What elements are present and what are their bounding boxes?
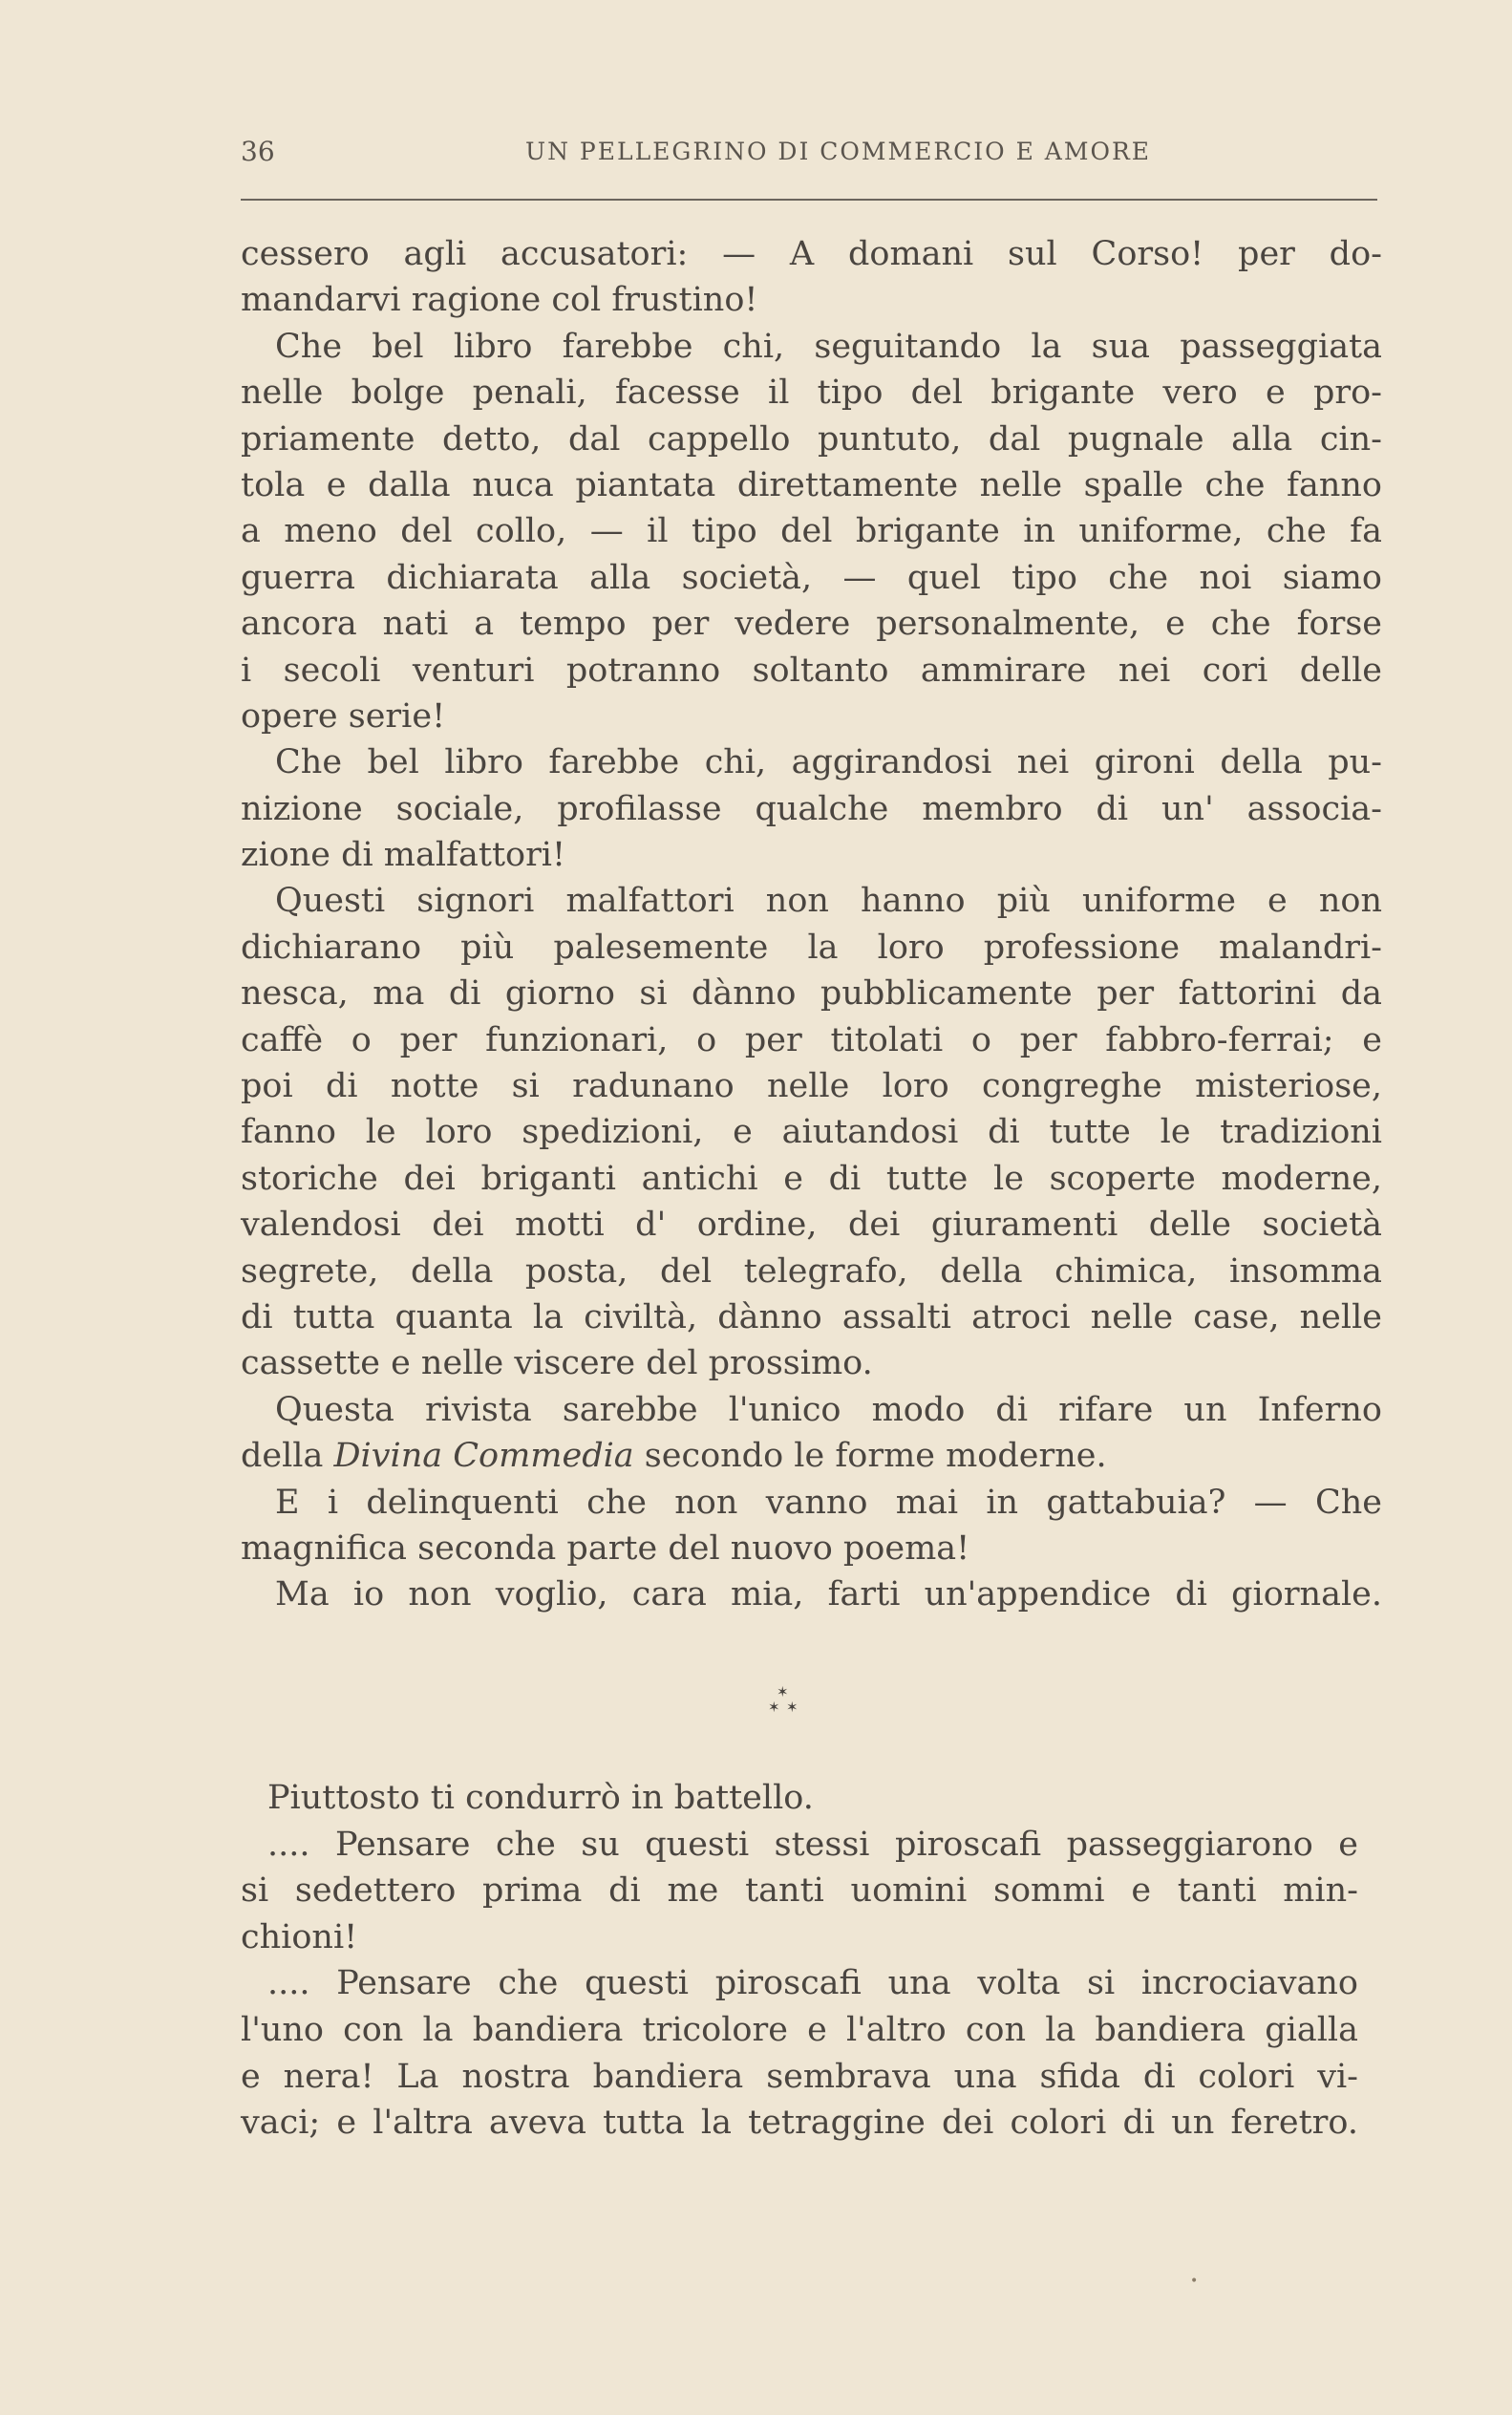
text-line: segrete, della posta, del telegrafo, della chimica, insomma [241,1251,1382,1291]
text-line: caffè o per funzionari, o per titolati o per fabbro-ferrai; e [241,1020,1382,1059]
text-line: a meno del collo, — il tipo del brigante in uniforme, che fa [241,512,1382,551]
text-line: cassette e nelle viscere del prossimo. [241,1344,873,1383]
text-line: nizione sociale, profilasse qualche membro di un' associa- [241,789,1382,828]
text-line: i secoli venturi potranno soltanto ammirare nei cori delle [241,651,1382,690]
text-line: storiche dei briganti antichi e di tutte le scoperte moderne, [241,1159,1382,1198]
text-line: magnifica seconda parte del nuovo poema! [241,1528,970,1568]
text-line: cessero agli accusatori: — A domani sul Corso! per do- [241,235,1382,273]
text-line: tola e dalla nuca piantata direttamente nelle spalle che fanno [241,465,1382,504]
text-line: Piuttosto ti condurrò in battello. [267,1779,814,1817]
text-line: zione di malfattori! [241,836,566,875]
running-head [241,136,1377,174]
text-line: l'uno con la bandiera tricolore e l'altro con la bandiera gialla [241,2010,1358,2049]
text-line: mandarvi ragione col frustino! [241,281,758,320]
text-line: dichiarano più palesemente la loro professione malandri- [241,928,1382,967]
paper-speck: • [1190,2274,1199,2289]
text-line: fanno le loro spedizioni, e aiutandosi di tutte le tradizioni [241,1113,1382,1152]
text-line: guerra dichiarata alla società, — quel tipo che noi siamo [241,558,1382,597]
text-line: nesca, ma di giorno si dànno pubblicamente per fattorini da [241,974,1382,1014]
text-line: e nera! La nostra bandiera sembrava una sfida di colori vi- [241,2057,1358,2096]
text-line: Che bel libro farebbe chi, aggirandosi nei gironi della pu- [275,743,1382,782]
page-number: 36 [241,136,275,167]
text-line: vaci; e l'altra aveva tutta la tetraggine dei colori di un feretro. [241,2104,1358,2143]
header-rule [241,199,1377,201]
text-line: E i delinquenti che non vanno mai in gattabuia? — Che [275,1483,1382,1522]
text-line: della Divina Commedia secondo le forme moderne. [241,1437,1107,1476]
text-line: .... Pensare che su questi stessi piroscafi passeggiarono e [267,1825,1358,1864]
text-line: Questi signori malfattori non hanno più uniforme e non [275,882,1382,921]
running-title: UN PELLEGRINO DI COMMERCIO E AMORE [525,138,1152,165]
text-line: opere serie! [241,696,446,736]
text-line: Che bel libro farebbe chi, seguitando la sua passeggiata [275,327,1382,366]
text-line: di tutta quanta la civiltà, dànno assalti atroci nelle case, nelle [241,1297,1382,1336]
text-line: nelle bolge penali, facesse il tipo del brigante vero e pro- [241,374,1382,413]
text-line: Ma io non voglio, cara mia, farti un'appendice di giornale. [275,1575,1382,1614]
italic-title: Divina Commedia [333,1437,634,1476]
text-block-continuation [241,1775,1358,2147]
text-line: .... Pensare che questi piroscafi una volta si incrociavano [267,1964,1358,2003]
text-line: Questa rivista sarebbe l'unico modo di rifare un Inferno [275,1390,1382,1429]
text-line: chioni! [241,1917,358,1956]
text-line: valendosi dei motti d' ordine, dei giuramenti delle società [241,1206,1382,1245]
text-line: priamente detto, dal cappello puntuto, dal pugnale alla cin- [241,419,1382,459]
text-line: si sedettero prima di me tanti uomini sommi e tanti min- [241,1871,1358,1911]
text-block-main [241,231,1382,1618]
asterism-section-break: ✶ ✶ ✶ [768,1683,799,1716]
text-line: poi di notte si radunano nelle loro congreghe misteriose, [241,1067,1382,1106]
text-line: ancora nati a tempo per vedere personalmente, e che forse [241,605,1382,644]
